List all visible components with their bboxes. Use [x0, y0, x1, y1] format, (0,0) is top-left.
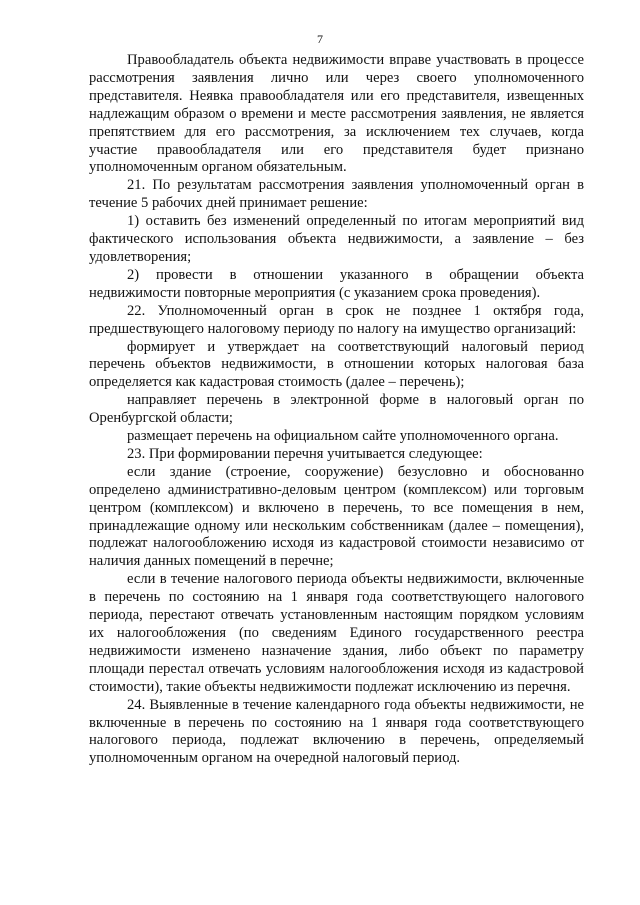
paragraph-item-22-publishes-list: размещает перечень на официальном сайте уполномоченного органа. [127, 428, 559, 445]
paragraph-item-21: 21. По результатам рассмотрения заявления уполномоченный орган в течение 5 рабочих дней принимает решение: [89, 177, 584, 212]
paragraph-item-24: 24. Выявленные в течение календарного года объекты недвижимости, не включенные в перечень по состоянию на 1 января года соответствующего налогового периода, подлежат включению в перечень, определяемый уполномоченным органом на очередной налоговый период. [89, 696, 584, 767]
paragraph-item-22-sends-list: направляет перечень в электронной форме в налоговый орган по Оренбургской области; [89, 392, 584, 427]
paragraph-item-23: 23. При формировании перечня учитывается следующее: [127, 445, 483, 462]
paragraph-item-23-exclusion-rule: если в течение налогового периода объекты недвижимости, включенные в перечень по состоянию на 1 января года соответствующего налогового периода, перестают отвечать установленным настоящим порядком условиям их налогообложения (по сведениям Единого государственного реестра недвижимости изменено назначение здания, либо объект по параметру площади перестал отвечать условиям налогообложения исходя из кадастровой стоимости), такие объекты недвижимости подлежат исключению из перечня. [89, 571, 584, 695]
document-body [89, 52, 584, 768]
paragraph-item-21-1: 1) оставить без изменений определенный по итогам мероприятий вид фактического использования объекта недвижимости, а заявление – без удовлетворения; [89, 213, 584, 265]
paragraph-item-23-building-rule: если здание (строение, сооружение) безусловно и обоснованно определено административно-деловым центром (комплексом) или торговым центром (комплексом) и включено в перечень, то все помещения в нем, принадлежащие одному или нескольким собственникам (далее – помещения), подлежат налогообложению исходя из кадастровой стоимости независимо от наличия данных помещений в перечне; [89, 463, 584, 570]
paragraph-item-22: 22. Уполномоченный орган в срок не позднее 1 октября года, предшествующего налоговому периоду по налогу на имущество организаций: [89, 302, 584, 337]
paragraph-rights-holder-participation: Правообладатель объекта недвижимости вправе участвовать в процессе рассмотрения заявления лично или через своего уполномоченного представителя. Неявка правообладателя или его представителя, извещенных надлежащим образом о времени и месте рассмотрения заявления, не является препятствием для его рассмотрения, за исключением тех случаев, когда участие правообладателя или его представителя будет признано уполномоченным органом обязательным. [89, 52, 584, 176]
paragraph-item-22-forms-list: формирует и утверждает на соответствующий налоговый период перечень объектов недвижимости, в отношении которых налоговая база определяется как кадастровая стоимость (далее – перечень); [89, 338, 584, 391]
page-number: 7 [317, 32, 323, 46]
paragraph-item-21-2: 2) провести в отношении указанного в обращении объекта недвижимости повторные мероприятия (с указанием срока проведения). [89, 266, 584, 301]
